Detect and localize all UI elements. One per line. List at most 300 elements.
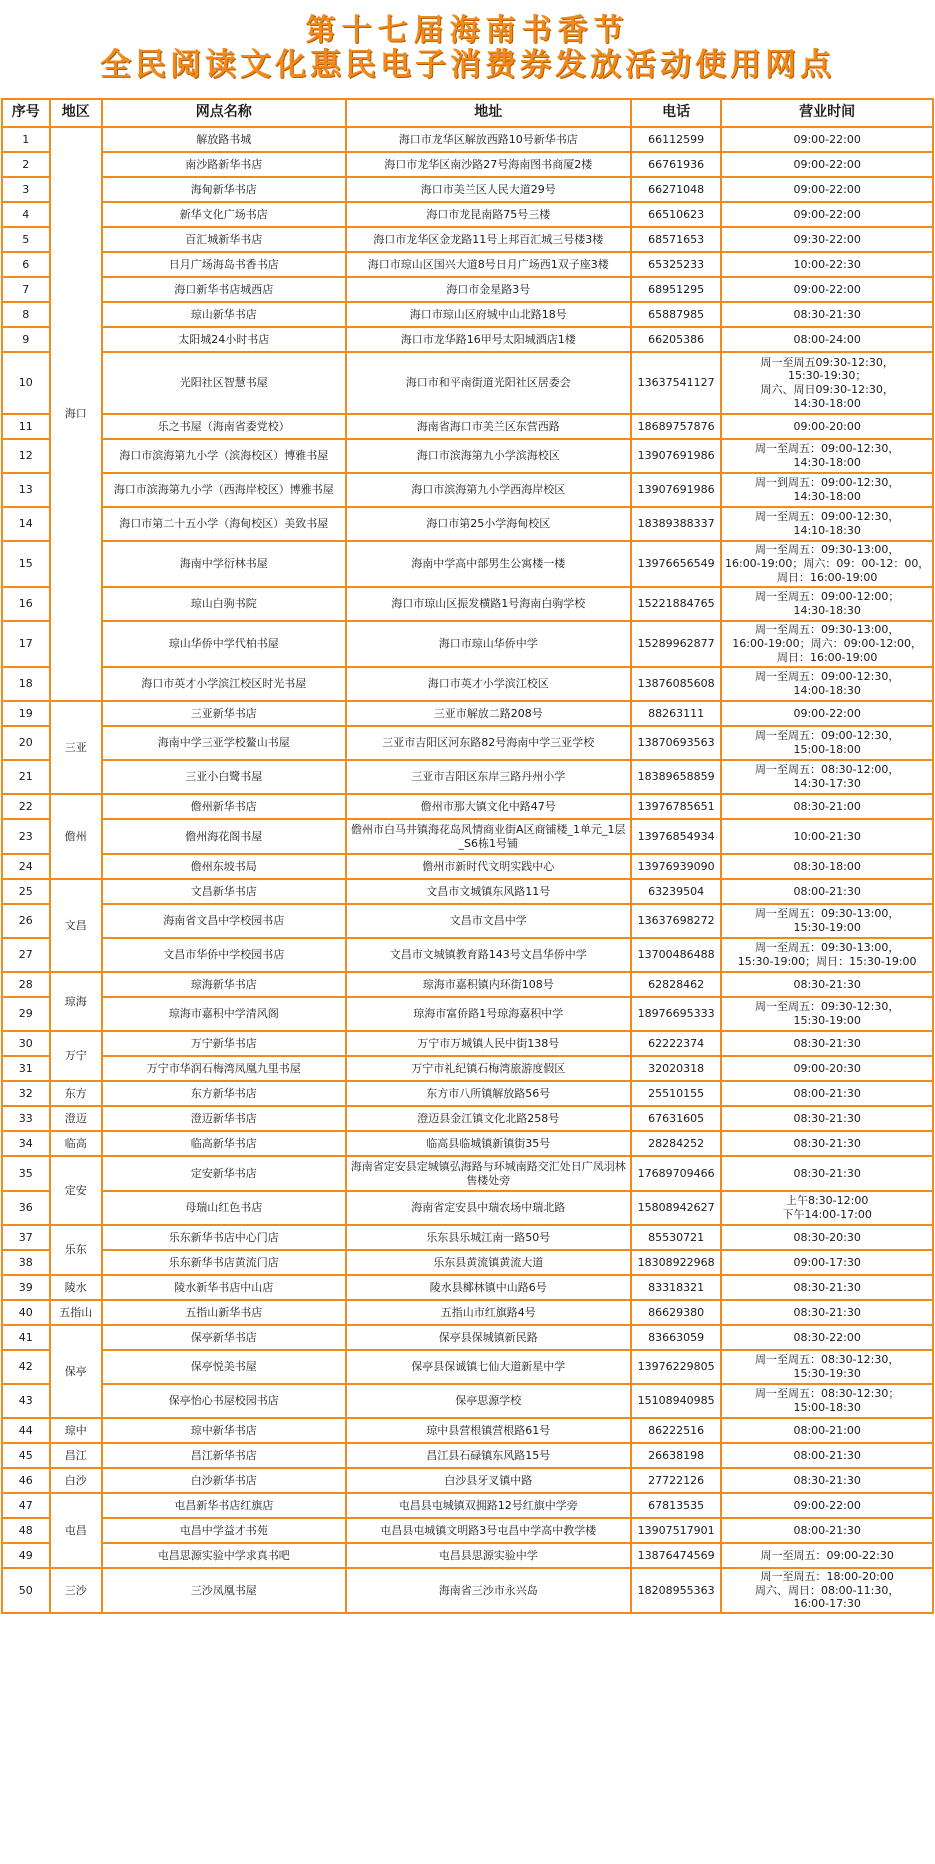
row-number: 18 xyxy=(2,667,50,701)
table-row xyxy=(2,587,933,621)
outlet-name: 海口市英才小学滨江校区时光书屋 xyxy=(102,667,346,701)
outlet-phone: 15108940985 xyxy=(631,1384,721,1418)
outlet-address: 海口市英才小学滨江校区 xyxy=(346,667,631,701)
region-cell: 澄迈 xyxy=(50,1106,102,1131)
outlet-address: 屯昌县思源实验中学 xyxy=(346,1543,631,1568)
outlet-hours: 09:00-22:00 xyxy=(721,177,933,202)
outlet-phone: 15808942627 xyxy=(631,1191,721,1225)
outlet-phone: 13876085608 xyxy=(631,667,721,701)
region-cell: 琼海 xyxy=(50,972,102,1031)
row-number: 28 xyxy=(2,972,50,997)
outlet-address: 澄迈县金江镇文化北路258号 xyxy=(346,1106,631,1131)
outlet-phone: 13976854934 xyxy=(631,819,721,854)
row-number: 21 xyxy=(2,760,50,794)
table-header xyxy=(2,99,933,127)
outlet-address: 琼海市嘉积镇内环街108号 xyxy=(346,972,631,997)
table-row xyxy=(2,302,933,327)
outlet-phone: 13637541127 xyxy=(631,352,721,414)
outlet-hours: 08:00-24:00 xyxy=(721,327,933,352)
outlet-address: 乐东县乐城江南一路50号 xyxy=(346,1225,631,1250)
header-phone: 电话 xyxy=(631,99,721,127)
outlet-name: 太阳城24小时书店 xyxy=(102,327,346,352)
table-row xyxy=(2,1056,933,1081)
outlet-name: 母瑞山红色书店 xyxy=(102,1191,346,1225)
outlet-address: 三亚市解放二路208号 xyxy=(346,701,631,726)
table-row xyxy=(2,227,933,252)
region-cell: 白沙 xyxy=(50,1468,102,1493)
table-row xyxy=(2,1568,933,1613)
outlet-name: 海口新华书店城西店 xyxy=(102,277,346,302)
outlet-hours: 周一至周五：09:00-22:30 xyxy=(721,1543,933,1568)
row-number: 10 xyxy=(2,352,50,414)
row-number: 30 xyxy=(2,1031,50,1056)
outlet-address: 儋州市那大镇文化中路47号 xyxy=(346,794,631,819)
outlet-address: 海口市金星路3号 xyxy=(346,277,631,302)
outlet-address: 乐东县黄流镇黄流大道 xyxy=(346,1250,631,1275)
outlet-name: 屯昌中学益才书苑 xyxy=(102,1518,346,1543)
row-number: 32 xyxy=(2,1081,50,1106)
region-cell: 五指山 xyxy=(50,1300,102,1325)
outlet-phone: 15289962877 xyxy=(631,621,721,667)
outlet-hours: 09:00-22:00 xyxy=(721,1493,933,1518)
table-row xyxy=(2,819,933,854)
outlet-hours: 周一至周五：08:30-12:30； 15:00-18:30 xyxy=(721,1384,933,1418)
outlet-hours: 周一至周五：18:00-20:00 周六、周日：08:00-11:30， 16:00-17:30 xyxy=(721,1568,933,1613)
row-number: 43 xyxy=(2,1384,50,1418)
outlet-hours: 周一至周五09:30-12:30， 15:30-19:30； 周六、周日09:30-12:30， 14:30-18:00 xyxy=(721,352,933,414)
outlet-name: 三亚小白鹭书屋 xyxy=(102,760,346,794)
outlet-phone: 66112599 xyxy=(631,127,721,152)
outlet-phone: 18976695333 xyxy=(631,997,721,1031)
outlet-hours: 周一至周五：09:30-13:00， 16:00-19:00；周六：09：00-12：00， 周日：16:00-19:00 xyxy=(721,541,933,587)
outlet-phone: 62222374 xyxy=(631,1031,721,1056)
region-cell: 陵水 xyxy=(50,1275,102,1300)
outlet-phone: 18389658859 xyxy=(631,760,721,794)
outlet-hours: 周一至周五：09:30-13:00， 16:00-19:00；周六：09:00-12:00， 周日：16:00-19:00 xyxy=(721,621,933,667)
outlet-address: 海口市龙华路16甲号太阳城酒店1楼 xyxy=(346,327,631,352)
outlet-hours: 08:30-18:00 xyxy=(721,854,933,879)
row-number: 25 xyxy=(2,879,50,904)
outlet-address: 海南省定安县定城镇弘海路与环城南路交汇处日广凤羽林售楼处旁 xyxy=(346,1156,631,1191)
outlet-hours: 08:30-21:00 xyxy=(721,794,933,819)
outlet-address: 万宁市万城镇人民中街138号 xyxy=(346,1031,631,1056)
outlet-name: 儋州海花阁书屋 xyxy=(102,819,346,854)
table-row xyxy=(2,1131,933,1156)
outlet-hours: 周一至周五：09:30-12:30， 15:30-19:00 xyxy=(721,997,933,1031)
outlet-phone: 66271048 xyxy=(631,177,721,202)
outlet-address: 海口市龙昆南路75号三楼 xyxy=(346,202,631,227)
region-cell: 昌江 xyxy=(50,1443,102,1468)
outlet-hours: 08:30-21:30 xyxy=(721,1156,933,1191)
outlet-address: 东方市八所镇解放路56号 xyxy=(346,1081,631,1106)
outlet-hours: 周一至周五：08:30-12:00， 14:30-17:30 xyxy=(721,760,933,794)
outlet-address: 海南省定安县中瑞农场中瑞北路 xyxy=(346,1191,631,1225)
outlet-hours: 08:00-21:00 xyxy=(721,1418,933,1443)
row-number: 20 xyxy=(2,726,50,760)
row-number: 39 xyxy=(2,1275,50,1300)
outlet-hours: 周一至周五：09:00-12:30， 14:30-18:00 xyxy=(721,439,933,473)
outlet-address: 三亚市吉阳区东岸三路丹州小学 xyxy=(346,760,631,794)
table-row xyxy=(2,127,933,152)
table-row xyxy=(2,854,933,879)
table-row xyxy=(2,701,933,726)
outlet-hours: 09:00-22:00 xyxy=(721,277,933,302)
outlet-address: 万宁市礼纪镇石梅湾旅游度假区 xyxy=(346,1056,631,1081)
outlet-hours: 周一至周五：09:00-12:30， 14:10-18:30 xyxy=(721,507,933,541)
outlet-name: 海南中学三亚学校鳌山书屋 xyxy=(102,726,346,760)
table-row xyxy=(2,1225,933,1250)
outlet-address: 海南省海口市美兰区东营西路 xyxy=(346,414,631,439)
outlet-phone: 18208955363 xyxy=(631,1568,721,1613)
table-row xyxy=(2,794,933,819)
outlet-hours: 08:00-21:30 xyxy=(721,1443,933,1468)
header-address: 地址 xyxy=(346,99,631,127)
table-row xyxy=(2,277,933,302)
outlet-address: 海口市龙华区南沙路27号海南图书商厦2楼 xyxy=(346,152,631,177)
outlet-phone: 13976939090 xyxy=(631,854,721,879)
row-number: 12 xyxy=(2,439,50,473)
outlet-hours: 周一至周五：08:30-12:30， 15:30-19:30 xyxy=(721,1350,933,1384)
table-row xyxy=(2,972,933,997)
region-cell: 儋州 xyxy=(50,794,102,879)
region-cell: 保亭 xyxy=(50,1325,102,1418)
row-number: 2 xyxy=(2,152,50,177)
outlet-address: 儋州市白马井镇海花岛风情商业街A区商铺楼_1单元_1层_S6栋1号铺 xyxy=(346,819,631,854)
outlet-address: 保亭思源学校 xyxy=(346,1384,631,1418)
row-number: 1 xyxy=(2,127,50,152)
table-row xyxy=(2,1156,933,1191)
outlet-name: 百汇城新华书店 xyxy=(102,227,346,252)
outlet-phone: 68951295 xyxy=(631,277,721,302)
header-hours: 营业时间 xyxy=(721,99,933,127)
row-number: 23 xyxy=(2,819,50,854)
outlet-name: 临高新华书店 xyxy=(102,1131,346,1156)
row-number: 45 xyxy=(2,1443,50,1468)
outlet-phone: 13700486488 xyxy=(631,938,721,972)
outlet-name: 昌江新华书店 xyxy=(102,1443,346,1468)
outlet-name: 澄迈新华书店 xyxy=(102,1106,346,1131)
row-number: 29 xyxy=(2,997,50,1031)
outlet-phone: 13976229805 xyxy=(631,1350,721,1384)
region-cell: 三沙 xyxy=(50,1568,102,1613)
row-number: 6 xyxy=(2,252,50,277)
row-number: 34 xyxy=(2,1131,50,1156)
outlet-hours: 周一至周五：09:00-12:00； 14:30-18:30 xyxy=(721,587,933,621)
table-row xyxy=(2,1081,933,1106)
outlet-phone: 13637698272 xyxy=(631,904,721,938)
outlet-hours: 09:00-22:00 xyxy=(721,127,933,152)
outlet-name: 万宁新华书店 xyxy=(102,1031,346,1056)
outlet-name: 定安新华书店 xyxy=(102,1156,346,1191)
table-row xyxy=(2,726,933,760)
outlet-address: 海口市滨海第九小学西海岸校区 xyxy=(346,473,631,507)
outlet-hours: 08:30-21:30 xyxy=(721,1106,933,1131)
outlet-hours: 10:00-21:30 xyxy=(721,819,933,854)
row-number: 8 xyxy=(2,302,50,327)
page-subtitle: 全民阅读文化惠民电子消费券发放活动使用网点 xyxy=(100,47,835,84)
row-number: 44 xyxy=(2,1418,50,1443)
outlet-name: 三沙凤凰书屋 xyxy=(102,1568,346,1613)
outlet-name: 保亭悦美书屋 xyxy=(102,1350,346,1384)
row-number: 4 xyxy=(2,202,50,227)
row-number: 5 xyxy=(2,227,50,252)
table-row xyxy=(2,1443,933,1468)
table-row xyxy=(2,1350,933,1384)
outlet-hours: 08:30-20:30 xyxy=(721,1225,933,1250)
outlet-phone: 28284252 xyxy=(631,1131,721,1156)
outlet-phone: 13907691986 xyxy=(631,439,721,473)
outlet-phone: 18689757876 xyxy=(631,414,721,439)
outlet-address: 文昌市文昌中学 xyxy=(346,904,631,938)
outlet-name: 五指山新华书店 xyxy=(102,1300,346,1325)
row-number: 19 xyxy=(2,701,50,726)
row-number: 40 xyxy=(2,1300,50,1325)
table-row xyxy=(2,997,933,1031)
outlet-phone: 13976656549 xyxy=(631,541,721,587)
row-number: 35 xyxy=(2,1156,50,1191)
row-number: 49 xyxy=(2,1543,50,1568)
outlet-hours: 08:30-22:00 xyxy=(721,1325,933,1350)
row-number: 13 xyxy=(2,473,50,507)
outlet-phone: 13907691986 xyxy=(631,473,721,507)
outlet-hours: 09:00-17:30 xyxy=(721,1250,933,1275)
outlet-address: 白沙县牙叉镇中路 xyxy=(346,1468,631,1493)
outlet-hours: 09:00-20:00 xyxy=(721,414,933,439)
region-cell: 海口 xyxy=(50,127,102,701)
outlet-name: 儋州新华书店 xyxy=(102,794,346,819)
table-row xyxy=(2,1325,933,1350)
outlet-name: 琼山新华书店 xyxy=(102,302,346,327)
outlet-name: 新华文化广场书店 xyxy=(102,202,346,227)
outlet-hours: 周一至周五：09:30-13:00， 15:30-19:00；周日：15:30-19:00 xyxy=(721,938,933,972)
outlet-phone: 86629380 xyxy=(631,1300,721,1325)
outlet-table xyxy=(1,98,934,1614)
outlet-phone: 85530721 xyxy=(631,1225,721,1250)
outlet-phone: 66510623 xyxy=(631,202,721,227)
row-number: 36 xyxy=(2,1191,50,1225)
outlet-phone: 66205386 xyxy=(631,327,721,352)
table-row xyxy=(2,252,933,277)
row-number: 37 xyxy=(2,1225,50,1250)
table-body xyxy=(2,127,933,1613)
outlet-name: 琼山华侨中学代柏书屋 xyxy=(102,621,346,667)
row-number: 14 xyxy=(2,507,50,541)
outlet-name: 保亭怡心书屋校园书店 xyxy=(102,1384,346,1418)
page-title: 第十七届海南书香节 xyxy=(305,12,630,48)
outlet-phone: 62828462 xyxy=(631,972,721,997)
outlet-address: 琼海市富侨路1号琼海嘉积中学 xyxy=(346,997,631,1031)
outlet-address: 文昌市文城镇教育路143号文昌华侨中学 xyxy=(346,938,631,972)
outlet-name: 海南省文昌中学校园书店 xyxy=(102,904,346,938)
outlet-name: 屯昌思源实验中学求真书吧 xyxy=(102,1543,346,1568)
outlet-hours: 周一至周五：09:00-12:30， 15:00-18:00 xyxy=(721,726,933,760)
outlet-phone: 27722126 xyxy=(631,1468,721,1493)
outlet-phone: 67813535 xyxy=(631,1493,721,1518)
outlet-address: 保亭县保城镇新民路 xyxy=(346,1325,631,1350)
row-number: 22 xyxy=(2,794,50,819)
outlet-name: 白沙新华书店 xyxy=(102,1468,346,1493)
outlet-address: 琼中县营根镇营根路61号 xyxy=(346,1418,631,1443)
outlet-address: 儋州市新时代文明实践中心 xyxy=(346,854,631,879)
table-row xyxy=(2,1191,933,1225)
table-row xyxy=(2,439,933,473)
outlet-name: 儋州东坡书局 xyxy=(102,854,346,879)
outlet-name: 海口市滨海第九小学（西海岸校区）博雅书屋 xyxy=(102,473,346,507)
outlet-phone: 13876474569 xyxy=(631,1543,721,1568)
outlet-phone: 18389388337 xyxy=(631,507,721,541)
outlet-hours: 09:00-22:00 xyxy=(721,152,933,177)
row-number: 38 xyxy=(2,1250,50,1275)
outlet-address: 屯昌县屯城镇文明路3号屯昌中学高中教学楼 xyxy=(346,1518,631,1543)
header-region: 地区 xyxy=(50,99,102,127)
table-row xyxy=(2,1275,933,1300)
outlet-hours: 10:00-22:30 xyxy=(721,252,933,277)
outlet-name: 琼中新华书店 xyxy=(102,1418,346,1443)
outlet-address: 海口市琼山区府城中山北路18号 xyxy=(346,302,631,327)
outlet-address: 海南中学高中部男生公寓楼一楼 xyxy=(346,541,631,587)
table-row xyxy=(2,938,933,972)
region-cell: 乐东 xyxy=(50,1225,102,1275)
outlet-hours: 09:00-20:30 xyxy=(721,1056,933,1081)
region-cell: 三亚 xyxy=(50,701,102,794)
outlet-address: 海口市龙华区金龙路11号上邦百汇城三号楼3楼 xyxy=(346,227,631,252)
outlet-phone: 13907517901 xyxy=(631,1518,721,1543)
outlet-name: 日月广场海岛书香书店 xyxy=(102,252,346,277)
row-number: 24 xyxy=(2,854,50,879)
row-number: 47 xyxy=(2,1493,50,1518)
outlet-name: 琼山白驹书院 xyxy=(102,587,346,621)
outlet-address: 昌江县石碌镇东风路15号 xyxy=(346,1443,631,1468)
outlet-hours: 周一到周五：09:00-12:30， 14:30-18:00 xyxy=(721,473,933,507)
outlet-name: 万宁市华润石梅湾凤凰九里书屋 xyxy=(102,1056,346,1081)
row-number: 50 xyxy=(2,1568,50,1613)
outlet-hours: 08:30-21:30 xyxy=(721,1300,933,1325)
outlet-name: 东方新华书店 xyxy=(102,1081,346,1106)
row-number: 41 xyxy=(2,1325,50,1350)
table-row xyxy=(2,327,933,352)
table-row xyxy=(2,1300,933,1325)
table-row xyxy=(2,352,933,414)
outlet-hours: 上午8:30-12:00 下午14:00-17:00 xyxy=(721,1191,933,1225)
outlet-phone: 83318321 xyxy=(631,1275,721,1300)
outlet-phone: 13976785651 xyxy=(631,794,721,819)
outlet-address: 海口市琼山华侨中学 xyxy=(346,621,631,667)
outlet-hours: 08:30-21:30 xyxy=(721,1131,933,1156)
table-row xyxy=(2,904,933,938)
outlet-address: 海口市龙华区解放西路10号新华书店 xyxy=(346,127,631,152)
outlet-address: 海口市滨海第九小学滨海校区 xyxy=(346,439,631,473)
table-row xyxy=(2,1031,933,1056)
outlet-address: 海口市琼山区振发横路1号海南白驹学校 xyxy=(346,587,631,621)
outlet-name: 文昌新华书店 xyxy=(102,879,346,904)
table-row xyxy=(2,507,933,541)
outlet-hours: 08:30-21:30 xyxy=(721,1275,933,1300)
row-number: 27 xyxy=(2,938,50,972)
region-cell: 万宁 xyxy=(50,1031,102,1081)
table-row xyxy=(2,879,933,904)
outlet-hours: 周一至周五：09:30-13:00， 15:30-19:00 xyxy=(721,904,933,938)
page-header xyxy=(0,0,935,98)
outlet-phone: 18308922968 xyxy=(631,1250,721,1275)
outlet-hours: 08:30-21:30 xyxy=(721,1031,933,1056)
table-row xyxy=(2,177,933,202)
outlet-hours: 08:30-21:30 xyxy=(721,972,933,997)
row-number: 48 xyxy=(2,1518,50,1543)
row-number: 26 xyxy=(2,904,50,938)
outlet-address: 三亚市吉阳区河东路82号海南中学三亚学校 xyxy=(346,726,631,760)
row-number: 33 xyxy=(2,1106,50,1131)
outlet-name: 海口市滨海第九小学（滨海校区）博雅书屋 xyxy=(102,439,346,473)
region-cell: 琼中 xyxy=(50,1418,102,1443)
table-row xyxy=(2,667,933,701)
outlet-phone: 15221884765 xyxy=(631,587,721,621)
outlet-name: 乐东新华书店中心门店 xyxy=(102,1225,346,1250)
table-row xyxy=(2,1543,933,1568)
outlet-phone: 17689709466 xyxy=(631,1156,721,1191)
table-row xyxy=(2,760,933,794)
region-cell: 文昌 xyxy=(50,879,102,972)
outlet-phone: 25510155 xyxy=(631,1081,721,1106)
table-row xyxy=(2,1418,933,1443)
outlet-name: 琼海新华书店 xyxy=(102,972,346,997)
outlet-name: 海南中学衍林书屋 xyxy=(102,541,346,587)
outlet-phone: 86222516 xyxy=(631,1418,721,1443)
outlet-name: 乐东新华书店黄流门店 xyxy=(102,1250,346,1275)
table-row xyxy=(2,1518,933,1543)
outlet-name: 海甸新华书店 xyxy=(102,177,346,202)
outlet-hours: 08:00-21:30 xyxy=(721,1518,933,1543)
outlet-phone: 26638198 xyxy=(631,1443,721,1468)
outlet-address: 文昌市文城镇东风路11号 xyxy=(346,879,631,904)
row-number: 16 xyxy=(2,587,50,621)
outlet-address: 海口市美兰区人民大道29号 xyxy=(346,177,631,202)
row-number: 15 xyxy=(2,541,50,587)
row-number: 9 xyxy=(2,327,50,352)
table-row xyxy=(2,473,933,507)
outlet-phone: 65325233 xyxy=(631,252,721,277)
table-row xyxy=(2,1250,933,1275)
outlet-name: 海口市第二十五小学（海甸校区）美致书屋 xyxy=(102,507,346,541)
region-cell: 屯昌 xyxy=(50,1493,102,1568)
outlet-address: 海南省三沙市永兴岛 xyxy=(346,1568,631,1613)
outlet-hours: 周一至周五：09:00-12:30， 14:00-18:30 xyxy=(721,667,933,701)
table-row xyxy=(2,1384,933,1418)
outlet-name: 屯昌新华书店红旗店 xyxy=(102,1493,346,1518)
outlet-name: 陵水新华书店中山店 xyxy=(102,1275,346,1300)
region-cell: 定安 xyxy=(50,1156,102,1225)
outlet-name: 解放路书城 xyxy=(102,127,346,152)
outlet-address: 陵水县椰林镇中山路6号 xyxy=(346,1275,631,1300)
outlet-name: 南沙路新华书店 xyxy=(102,152,346,177)
row-number: 11 xyxy=(2,414,50,439)
table-row xyxy=(2,541,933,587)
outlet-name: 文昌市华侨中学校园书店 xyxy=(102,938,346,972)
row-number: 3 xyxy=(2,177,50,202)
table-row xyxy=(2,621,933,667)
outlet-hours: 09:30-22:00 xyxy=(721,227,933,252)
table-row xyxy=(2,1493,933,1518)
header-name: 网点名称 xyxy=(102,99,346,127)
region-cell: 临高 xyxy=(50,1131,102,1156)
outlet-hours: 08:30-21:30 xyxy=(721,302,933,327)
outlet-address: 海口市第25小学海甸校区 xyxy=(346,507,631,541)
table-row xyxy=(2,1468,933,1493)
outlet-hours: 09:00-22:00 xyxy=(721,202,933,227)
table-row xyxy=(2,152,933,177)
outlet-phone: 68571653 xyxy=(631,227,721,252)
outlet-address: 海口市琼山区国兴大道8号日月广场西1双子座3楼 xyxy=(346,252,631,277)
outlet-phone: 63239504 xyxy=(631,879,721,904)
